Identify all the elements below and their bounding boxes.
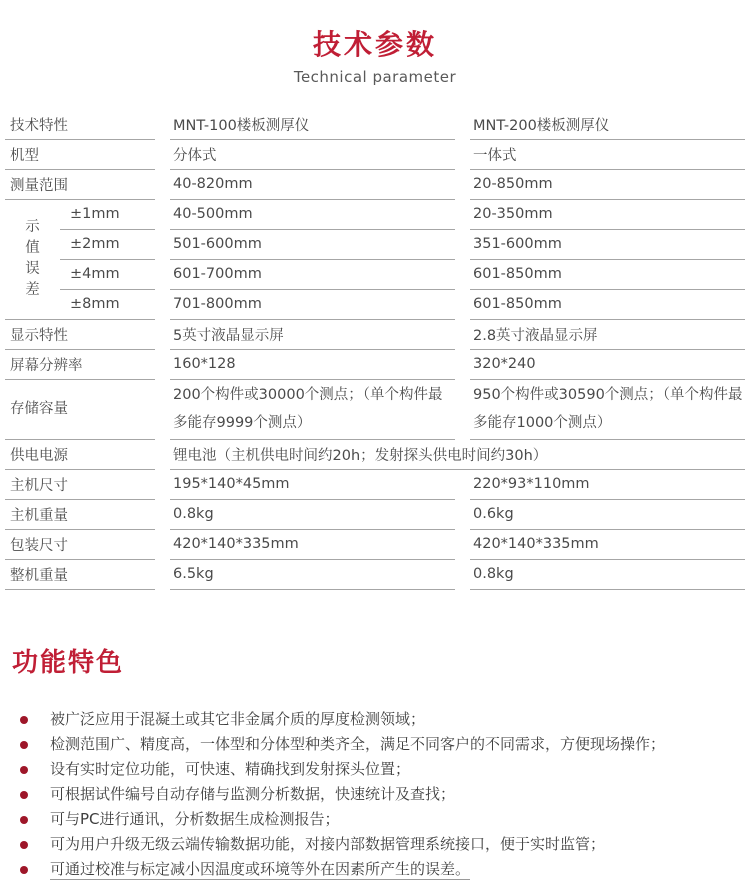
tolerance-label: ±1mm xyxy=(60,200,155,230)
feature-text: 被广泛应用于混凝土或其它非金属介质的厚度检测领域； xyxy=(50,709,426,728)
feature-text: 设有实时定位功能，可快速、精确找到发射探头位置； xyxy=(50,759,411,778)
table-row-storage xyxy=(5,380,745,440)
row-value-2: 0.8kg xyxy=(470,560,745,590)
title-block xyxy=(5,0,745,86)
row-label: 供电电源 xyxy=(5,440,155,470)
row-value-2: 20-350mm xyxy=(470,200,745,230)
feature-text: 可通过校准与标定减小因温度或环境等外在因素所产生的误差。 xyxy=(50,859,471,878)
table-row xyxy=(60,290,745,320)
header-label: 技术特性 xyxy=(5,110,155,140)
page-title: 技术参数 xyxy=(312,28,437,61)
list-item xyxy=(12,757,745,782)
table-row xyxy=(60,230,745,260)
table-row xyxy=(5,350,745,380)
row-value-2: 601-850mm xyxy=(470,290,745,320)
row-label: 显示特性 xyxy=(5,320,155,350)
bullet-icon xyxy=(20,866,28,874)
table-row-power xyxy=(5,440,745,470)
row-value-1: 420*140*335mm xyxy=(170,530,455,560)
table-row xyxy=(60,260,745,290)
row-value-1: 601-700mm xyxy=(170,260,455,290)
header-model-2: MNT-200楼板测厚仪 xyxy=(470,110,745,140)
row-label: 主机重量 xyxy=(5,500,155,530)
feature-text: 可为用户升级无级云端传输数据功能，对接内部数据管理系统接口，便于实时监管； xyxy=(50,834,606,853)
row-value-2: 420*140*335mm xyxy=(470,530,745,560)
bullet-icon xyxy=(20,791,28,799)
features-section xyxy=(5,642,745,882)
row-value-1: 501-600mm xyxy=(170,230,455,260)
table-row xyxy=(5,140,745,170)
list-item xyxy=(12,857,745,882)
feature-list xyxy=(12,707,745,882)
row-label: 机型 xyxy=(5,140,155,170)
row-label: 测量范围 xyxy=(5,170,155,200)
row-label: 存储容量 xyxy=(5,380,155,440)
row-value-1: 0.8kg xyxy=(170,500,455,530)
list-item xyxy=(12,707,745,732)
row-value-1: 200个构件或30000个测点；（单个构件最多能存9999个测点） xyxy=(170,380,455,440)
feature-text: 可与PC进行通讯，分析数据生成检测报告； xyxy=(50,809,340,828)
error-block-label-text: 示值误差 xyxy=(25,219,40,299)
row-value-2: 950个构件或30590个测点；（单个构件最多能存1000个测点） xyxy=(470,380,745,440)
list-item xyxy=(12,832,745,857)
list-item xyxy=(12,732,745,757)
table-row xyxy=(60,200,745,230)
table-row xyxy=(5,560,745,590)
error-tolerance-block xyxy=(5,200,745,320)
table-row xyxy=(5,530,745,560)
row-value-1: 160*128 xyxy=(170,350,455,380)
header-model-1: MNT-100楼板测厚仪 xyxy=(170,110,455,140)
row-value-span: 锂电池（主机供电时间约20h；发射探头供电时间约30h） xyxy=(170,440,745,470)
row-value-2: 0.6kg xyxy=(470,500,745,530)
error-block-rows xyxy=(60,200,745,320)
error-block-label xyxy=(5,200,60,320)
table-header-row xyxy=(5,110,745,140)
row-label: 主机尺寸 xyxy=(5,470,155,500)
spec-table xyxy=(5,110,745,590)
table-row xyxy=(5,170,745,200)
row-value-1: 701-800mm xyxy=(170,290,455,320)
row-label: 屏幕分辨率 xyxy=(5,350,155,380)
feature-text: 检测范围广、精度高，一体型和分体型种类齐全，满足不同客户的不同需求，方便现场操作； xyxy=(50,734,666,753)
list-item xyxy=(12,807,745,832)
row-value-2: 601-850mm xyxy=(470,260,745,290)
list-item xyxy=(12,782,745,807)
tolerance-label: ±2mm xyxy=(60,230,155,260)
bullet-icon xyxy=(20,741,28,749)
row-value-1: 5英寸液晶显示屏 xyxy=(170,320,455,350)
bullet-icon xyxy=(20,841,28,849)
row-value-2: 320*240 xyxy=(470,350,745,380)
table-row xyxy=(5,320,745,350)
row-value-2: 2.8英寸液晶显示屏 xyxy=(470,320,745,350)
row-label: 整机重量 xyxy=(5,560,155,590)
features-title: 功能特色 xyxy=(12,647,125,678)
row-value-2: 220*93*110mm xyxy=(470,470,745,500)
table-row xyxy=(5,470,745,500)
row-value-2: 351-600mm xyxy=(470,230,745,260)
bullet-icon xyxy=(20,766,28,774)
row-value-1: 40-820mm xyxy=(170,170,455,200)
row-value-1: 195*140*45mm xyxy=(170,470,455,500)
tolerance-label: ±4mm xyxy=(60,260,155,290)
feature-text: 可根据试件编号自动存储与监测分析数据，快速统计及查找； xyxy=(50,784,456,803)
bullet-icon xyxy=(20,816,28,824)
row-value-2: 一体式 xyxy=(470,140,745,170)
row-value-1: 分体式 xyxy=(170,140,455,170)
bullet-icon xyxy=(20,716,28,724)
page-subtitle: Technical parameter xyxy=(293,67,457,86)
row-value-1: 40-500mm xyxy=(170,200,455,230)
table-row xyxy=(5,500,745,530)
tolerance-label: ±8mm xyxy=(60,290,155,320)
row-label: 包装尺寸 xyxy=(5,530,155,560)
row-value-1: 6.5kg xyxy=(170,560,455,590)
row-value-2: 20-850mm xyxy=(470,170,745,200)
